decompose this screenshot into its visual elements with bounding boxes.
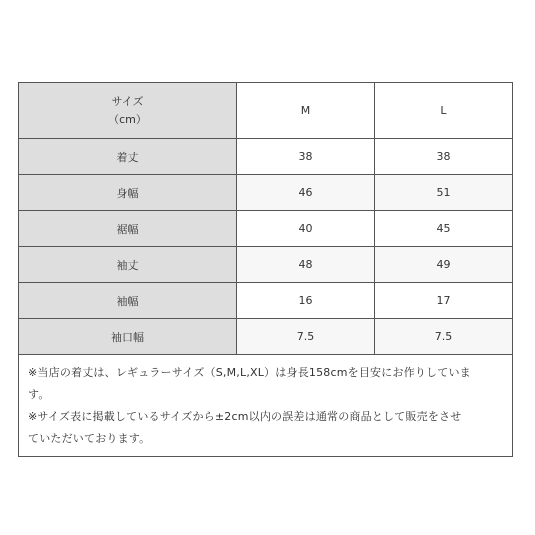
table-cell: 17 bbox=[375, 283, 513, 319]
table-cell: 51 bbox=[375, 175, 513, 211]
size-header-label: サイズ bbox=[111, 94, 144, 108]
row-label: 着丈 bbox=[19, 139, 237, 175]
table-row-sleeve-width bbox=[19, 283, 513, 319]
row-label: 袖口幅 bbox=[19, 319, 237, 355]
row-label: 裾幅 bbox=[19, 211, 237, 247]
size-unit-header bbox=[19, 83, 237, 139]
size-m-header: M bbox=[237, 83, 375, 139]
table-cell: 45 bbox=[375, 211, 513, 247]
table-cell: 46 bbox=[237, 175, 375, 211]
note-line: ※サイズ表に掲載しているサイズから±2cm以内の誤差は通常の商品として販売をさせ bbox=[28, 410, 462, 423]
table-row-hem-width bbox=[19, 211, 513, 247]
table-row-cuff-width bbox=[19, 319, 513, 355]
table-cell: 38 bbox=[237, 139, 375, 175]
table-cell: 7.5 bbox=[237, 319, 375, 355]
note-line: ていただいております。 bbox=[28, 432, 151, 445]
size-l-header: L bbox=[375, 83, 513, 139]
row-label: 袖丈 bbox=[19, 247, 237, 283]
row-label: 袖幅 bbox=[19, 283, 237, 319]
table-cell: 49 bbox=[375, 247, 513, 283]
table-cell: 16 bbox=[237, 283, 375, 319]
table-row-sleeve-length bbox=[19, 247, 513, 283]
unit-label: （cm） bbox=[108, 112, 147, 126]
table-cell: 38 bbox=[375, 139, 513, 175]
note-line: す。 bbox=[28, 388, 50, 401]
table-notes-row bbox=[19, 355, 513, 457]
note-line: ※当店の着丈は、レギュラーサイズ（S,M,L,XL）は身長158cmを目安にお作りしていま bbox=[28, 366, 471, 379]
row-label: 身幅 bbox=[19, 175, 237, 211]
table-row-length bbox=[19, 139, 513, 175]
size-chart-table bbox=[18, 82, 513, 457]
size-chart-header-row bbox=[19, 83, 513, 139]
table-cell: 48 bbox=[237, 247, 375, 283]
table-cell: 7.5 bbox=[375, 319, 513, 355]
table-cell: 40 bbox=[237, 211, 375, 247]
size-notes bbox=[19, 355, 513, 457]
table-row-body-width bbox=[19, 175, 513, 211]
